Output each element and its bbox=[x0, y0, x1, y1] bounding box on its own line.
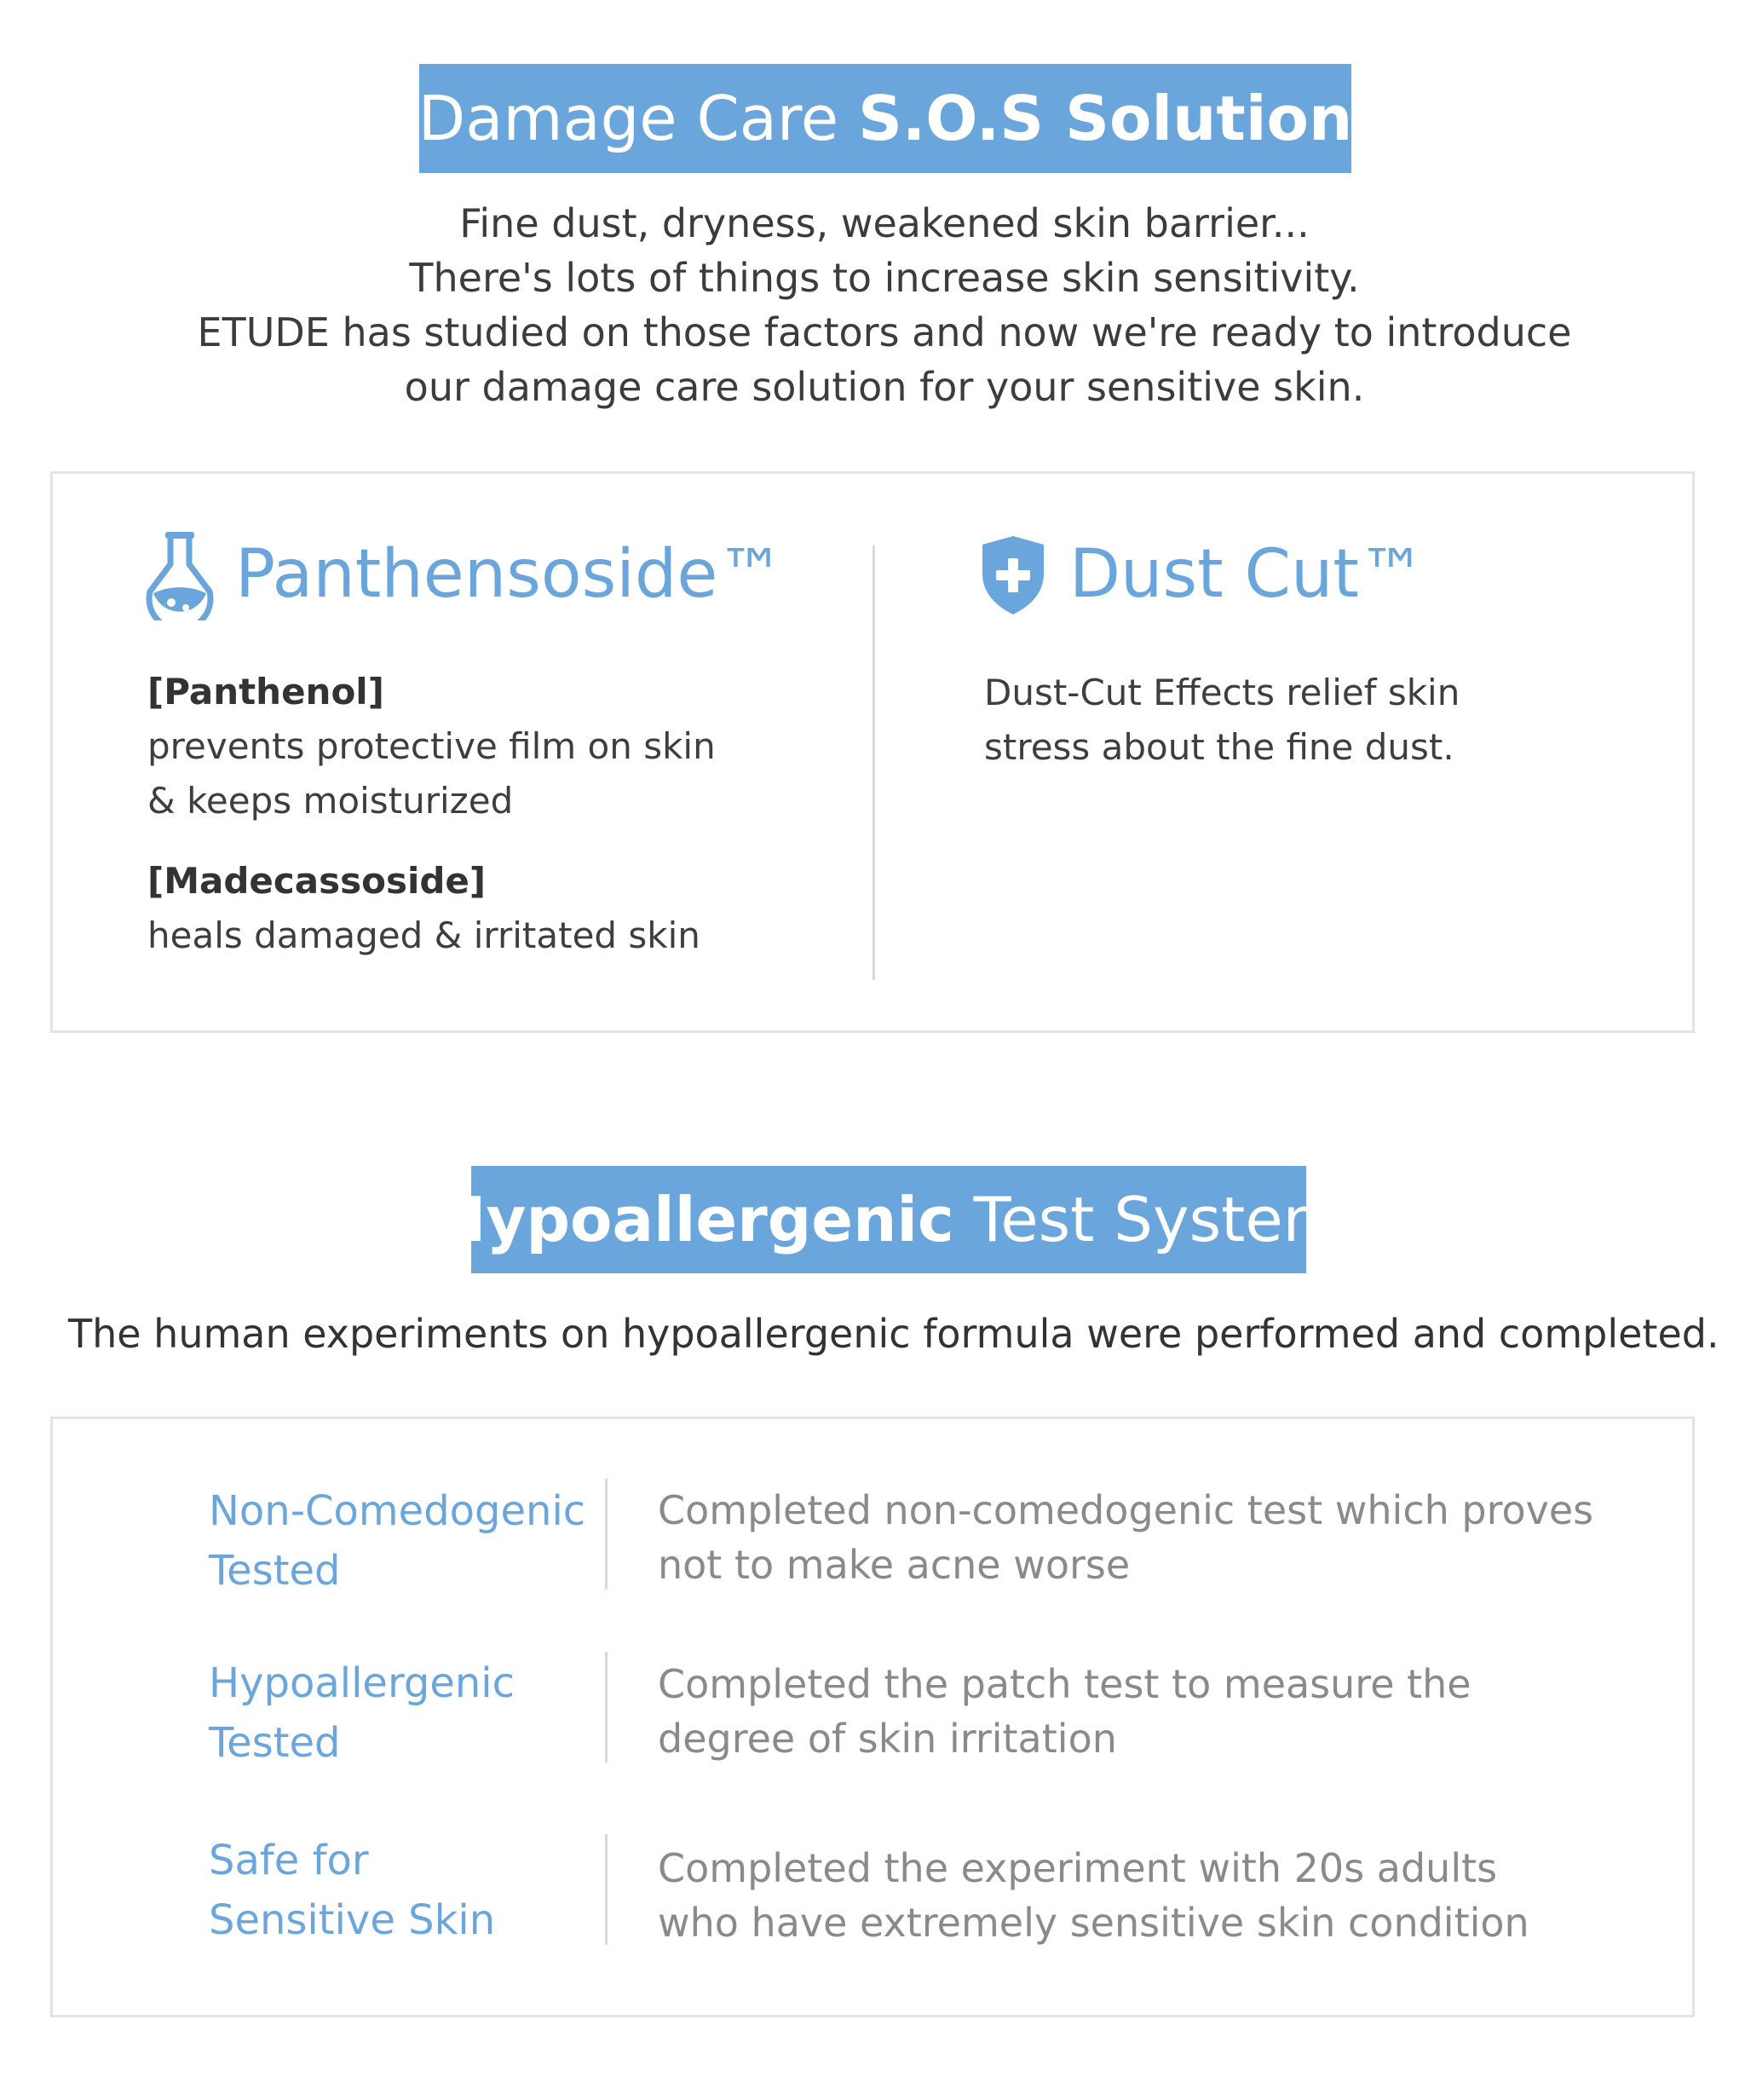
test-label bbox=[209, 1481, 585, 1601]
banner-title-bold: S.O.S Solution bbox=[858, 83, 1353, 154]
test-label-line: Non-Comedogenic bbox=[209, 1487, 586, 1535]
panthenol-heading: [Panthenol] bbox=[147, 671, 384, 712]
test-subtitle: The human experiments on hypoallergenic formula were performed and completed. bbox=[68, 1311, 1719, 1357]
damage-care-banner bbox=[419, 64, 1351, 173]
test-desc-line: who have extremely sensitive skin condition bbox=[658, 1900, 1529, 1946]
test-divider bbox=[605, 1834, 608, 1945]
intro-line: our damage care solution for your sensitive skin. bbox=[404, 364, 1365, 410]
test-divider bbox=[605, 1479, 608, 1589]
intro-line: ETUDE has studied on those factors and now we're ready to introduce bbox=[197, 309, 1572, 355]
panthenol-desc: prevents protective film on skin bbox=[147, 725, 716, 767]
shield-plus-icon bbox=[976, 533, 1051, 616]
banner-title-regular: Test System bbox=[953, 1184, 1343, 1255]
test-divider bbox=[605, 1652, 608, 1762]
flask-icon bbox=[143, 528, 216, 620]
test-desc bbox=[658, 1657, 1471, 1766]
ingredient-divider bbox=[872, 545, 875, 980]
madecassoside-heading: [Madecassoside] bbox=[147, 860, 487, 902]
test-label-line: Tested bbox=[209, 1547, 341, 1595]
dustcut-title: Dust Cut™ bbox=[1069, 536, 1425, 613]
dustcut-heading bbox=[976, 533, 1425, 616]
panthenol-block bbox=[147, 665, 716, 828]
intro-line: Fine dust, dryness, weakened skin barrier... bbox=[459, 200, 1310, 246]
intro-text bbox=[85, 196, 1684, 414]
dustcut-desc: Dust-Cut Effects relief skin bbox=[984, 672, 1460, 713]
panthensoside-heading bbox=[143, 528, 784, 620]
banner-title-regular: Damage Care bbox=[418, 83, 859, 154]
test-label bbox=[209, 1831, 495, 1950]
intro-line: There's lots of things to increase skin sensitivity. bbox=[409, 255, 1360, 301]
test-label-line: Hypoallergenic bbox=[209, 1659, 515, 1707]
test-desc-line: not to make acne worse bbox=[658, 1542, 1131, 1588]
dustcut-desc: stress about the fine dust. bbox=[984, 726, 1454, 768]
madecassoside-block bbox=[147, 854, 700, 963]
test-label-line: Sensitive Skin bbox=[209, 1896, 496, 1944]
madecassoside-desc: heals damaged & irritated skin bbox=[147, 914, 700, 956]
test-label-line: Safe for bbox=[209, 1837, 369, 1884]
panthenol-desc: & keeps moisturized bbox=[147, 780, 514, 822]
banner-title-bold: Hypoallergenic bbox=[435, 1184, 954, 1255]
test-desc bbox=[658, 1841, 1529, 1950]
test-label bbox=[209, 1653, 515, 1773]
test-desc-line: Completed the experiment with 20s adults bbox=[658, 1845, 1498, 1891]
test-label-line: Tested bbox=[209, 1719, 341, 1767]
test-desc-line: Completed the patch test to measure the bbox=[658, 1661, 1471, 1707]
hypoallergenic-banner bbox=[435, 1166, 1343, 1273]
panthensoside-title: Panthensoside™ bbox=[235, 536, 785, 613]
dustcut-desc-block bbox=[984, 666, 1460, 775]
test-desc bbox=[658, 1483, 1593, 1592]
test-desc-line: Completed non-comedogenic test which proves bbox=[658, 1487, 1594, 1533]
test-desc-line: degree of skin irritation bbox=[658, 1716, 1117, 1762]
